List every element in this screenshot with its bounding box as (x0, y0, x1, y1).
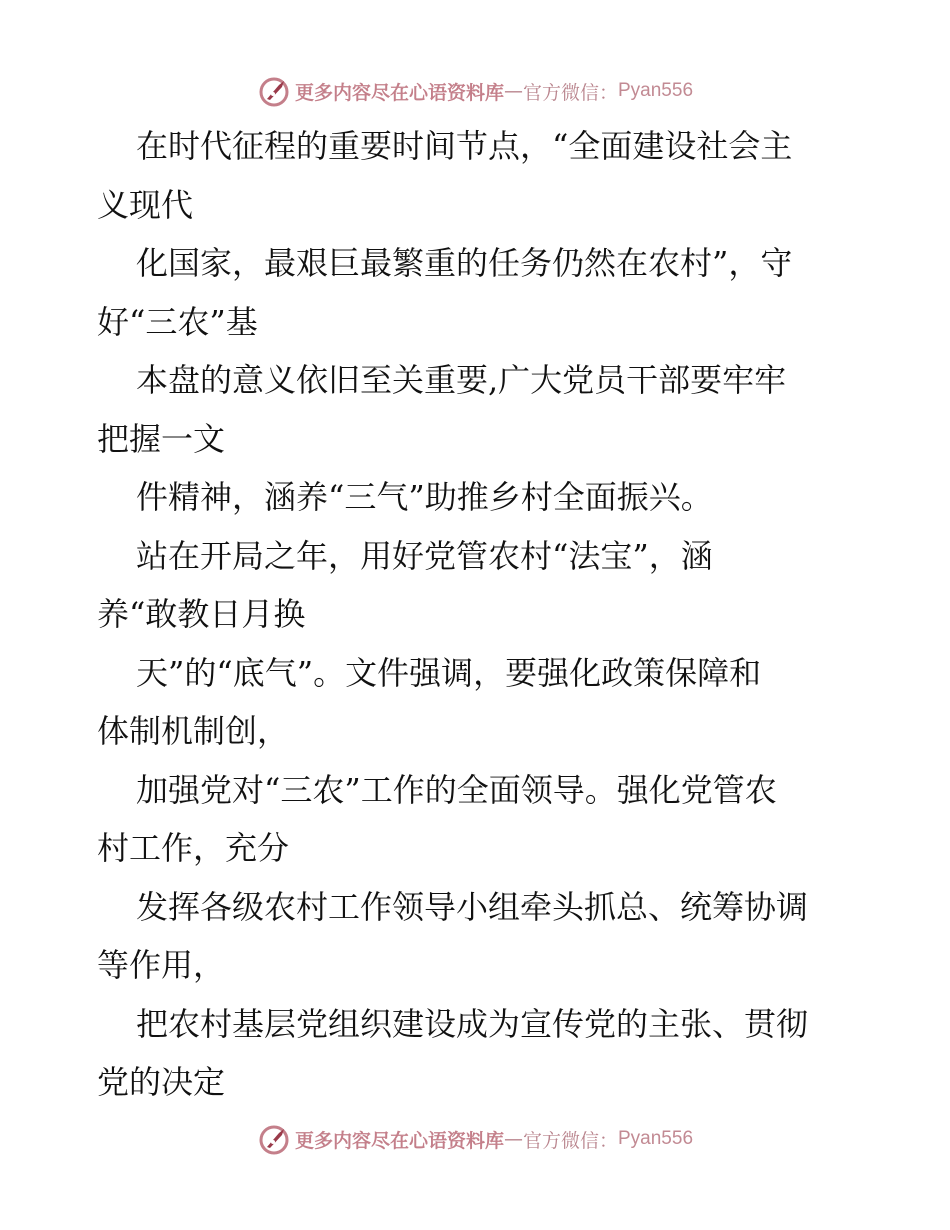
pen-nib-circle-icon (257, 73, 293, 109)
footer-wechat-id[interactable]: Pyan556 (618, 1128, 694, 1149)
footer-wechat-label: 官方微信： (522, 1129, 618, 1152)
text-line: 在时代征程的重要时间节点，“全面建设社会主 (136, 127, 793, 165)
text-line: 把握一文 (97, 419, 226, 458)
pen-nib-circle-icon (257, 1121, 293, 1157)
text-line: 村工作，充分 (97, 829, 290, 867)
header-site-name: 更多内容尽在心语资料库 (294, 81, 504, 104)
text-line: 站在开局之年，用好党管农村“法宝”，涵 (136, 536, 713, 575)
header-dash: — (503, 80, 523, 102)
text-line: 党的决定 (97, 1063, 226, 1101)
text-line: 件精神，涵养“三气”助推乡村全面振兴。 (136, 478, 713, 516)
text-line: 等作用， (97, 946, 226, 984)
text-line: 义现代 (97, 185, 194, 224)
text-line: 好“三农”基 (97, 302, 258, 341)
text-line: 天”的“底气”。文件强调，要强化政策保障和 (136, 653, 762, 692)
text-line: 把农村基层党组织建设成为宣传党的主张、贯彻 (136, 1004, 809, 1043)
text-line: 发挥各级农村工作领导小组牵头抓总、统筹协调 (136, 887, 809, 926)
text-line: 化国家，最艰巨最繁重的任务仍然在农村”，守 (136, 244, 793, 282)
document-body (97, 117, 857, 1112)
text-line: 体制机制创， (97, 712, 290, 750)
footer-banner[interactable] (0, 1119, 950, 1159)
text-line: 加强党对“三农”工作的全面领导。强化党管农 (136, 770, 777, 809)
footer-site-name: 更多内容尽在心语资料库 (294, 1129, 504, 1152)
header-wechat-label: 官方微信： (522, 81, 618, 104)
footer-dash: — (503, 1128, 523, 1150)
text-line: 养“敢教日月换 (97, 595, 306, 633)
text-line: 本盘的意义依旧至关重要,广大党员干部要牢牢 (136, 361, 787, 399)
header-wechat-id[interactable]: Pyan556 (618, 80, 694, 101)
header-banner[interactable] (0, 71, 950, 111)
